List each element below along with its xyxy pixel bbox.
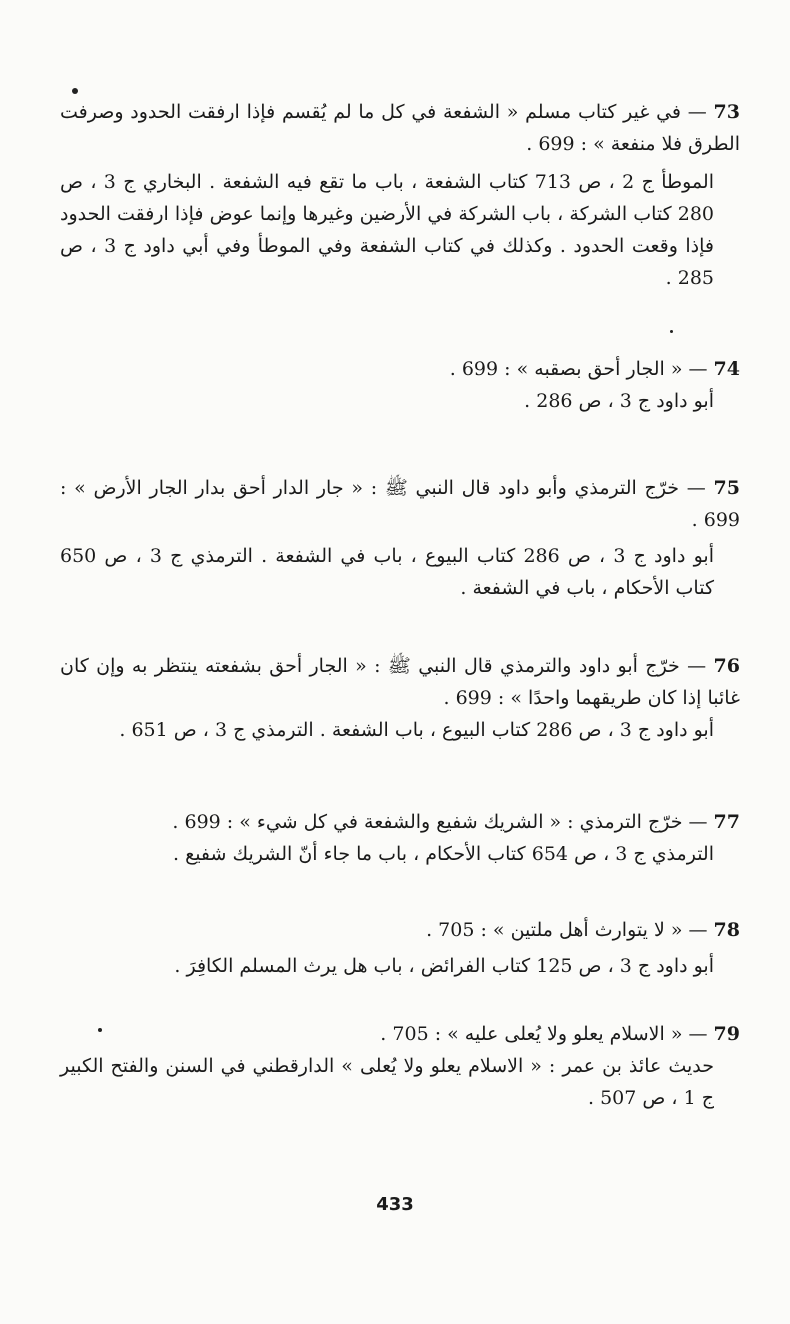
- entry-head: [60, 650, 740, 714]
- ink-speck: [670, 330, 673, 333]
- entry-reference: أبو داود ج 3 ، ص 286 كتاب البيوع ، باب الشفعة . الترمذي ج 3 ، ص 651 .: [119, 719, 714, 741]
- entry-number: 76: [713, 655, 740, 677]
- entry-number: 74: [713, 358, 740, 380]
- entry-reference: الترمذي ج 3 ، ص 654 كتاب الأحكام ، باب ما جاء أنّ الشريك شفيع .: [173, 843, 714, 865]
- entry-number: 77: [713, 811, 740, 833]
- entry-text: — خرّج الترمذي وأبو داود قال النبي ﷺ : « جار الدار أحق بدار الجار الأرض » : 699 .: [60, 477, 740, 531]
- entry-reference: أبو داود ج 3 ، ص 125 كتاب الفرائض ، باب هل يرث المسلم الكافِرَ .: [174, 955, 714, 977]
- entry-head: [60, 806, 740, 838]
- entry-text: — « لا يتوارث أهل ملتين » : 705 .: [426, 919, 708, 941]
- footnote-entry-78: [60, 914, 740, 982]
- entry-reference: أبو داود ج 3 ، ص 286 كتاب البيوع ، باب في الشفعة . الترمذي ج 3 ، ص 650 كتاب الأحكام ، باب في الشفعة .: [60, 545, 714, 599]
- entry-reference: أبو داود ج 3 ، ص 286 .: [524, 390, 714, 412]
- entry-head: [60, 353, 740, 385]
- entry-text: — « الجار أحق بصقبه » : 699 .: [449, 358, 708, 380]
- footnote-entry-75: [60, 472, 740, 604]
- entry-head: [60, 1018, 740, 1050]
- entry-number: 75: [713, 477, 740, 499]
- footnote-entry-76: [60, 650, 740, 746]
- entry-reference: الموطأ ج 2 ، ص 713 كتاب الشفعة ، باب ما تقع فيه الشفعة . البخاري ج 3 ، ص 280 كتاب الشركة ، باب الشركة في الأرضين وغيرها وإنما عوض فإذا ارفقت الحدود فإذا وقعت الحدود . وكذلك في كتاب الشفعة وفي الموطأ وفي أبي داود ج 3 ، ص 285 .: [60, 171, 714, 289]
- entry-number: 73: [713, 101, 740, 123]
- entry-text: — في غير كتاب مسلم « الشفعة في كل ما لم يُقسم فإذا ارفقت الحدود وصرفت الطرق فلا منفعة » : 699 .: [60, 101, 740, 155]
- entry-number: 78: [713, 919, 740, 941]
- entry-head: [60, 914, 740, 946]
- entry-head: [60, 472, 740, 536]
- entry-text: — خرّج أبو داود والترمذي قال النبي ﷺ : « الجار أحق بشفعته ينتظر به وإن كان غائبا إذا كان طريقهما واحدًا » : 699 .: [60, 655, 740, 709]
- entry-number: 79: [713, 1023, 740, 1045]
- footnote-entry-79: [60, 1018, 740, 1114]
- footnote-entry-73: [60, 96, 740, 294]
- entry-reference: حديث عائذ بن عمر : « الاسلام يعلو ولا يُعلى » الدارقطني في السنن والفتح الكبير ج 1 ، ص 507 .: [60, 1055, 714, 1109]
- footnote-entry-74: [60, 353, 740, 417]
- entry-head: [60, 96, 740, 160]
- footnote-entry-77: [60, 806, 740, 870]
- entry-text: — خرّج الترمذي : « الشريك شفيع والشفعة في كل شيء » : 699 .: [172, 811, 708, 833]
- page-number: 433: [376, 1194, 414, 1215]
- ink-speck: [72, 88, 78, 94]
- entry-text: — « الاسلام يعلو ولا يُعلى عليه » : 705 .: [380, 1023, 708, 1045]
